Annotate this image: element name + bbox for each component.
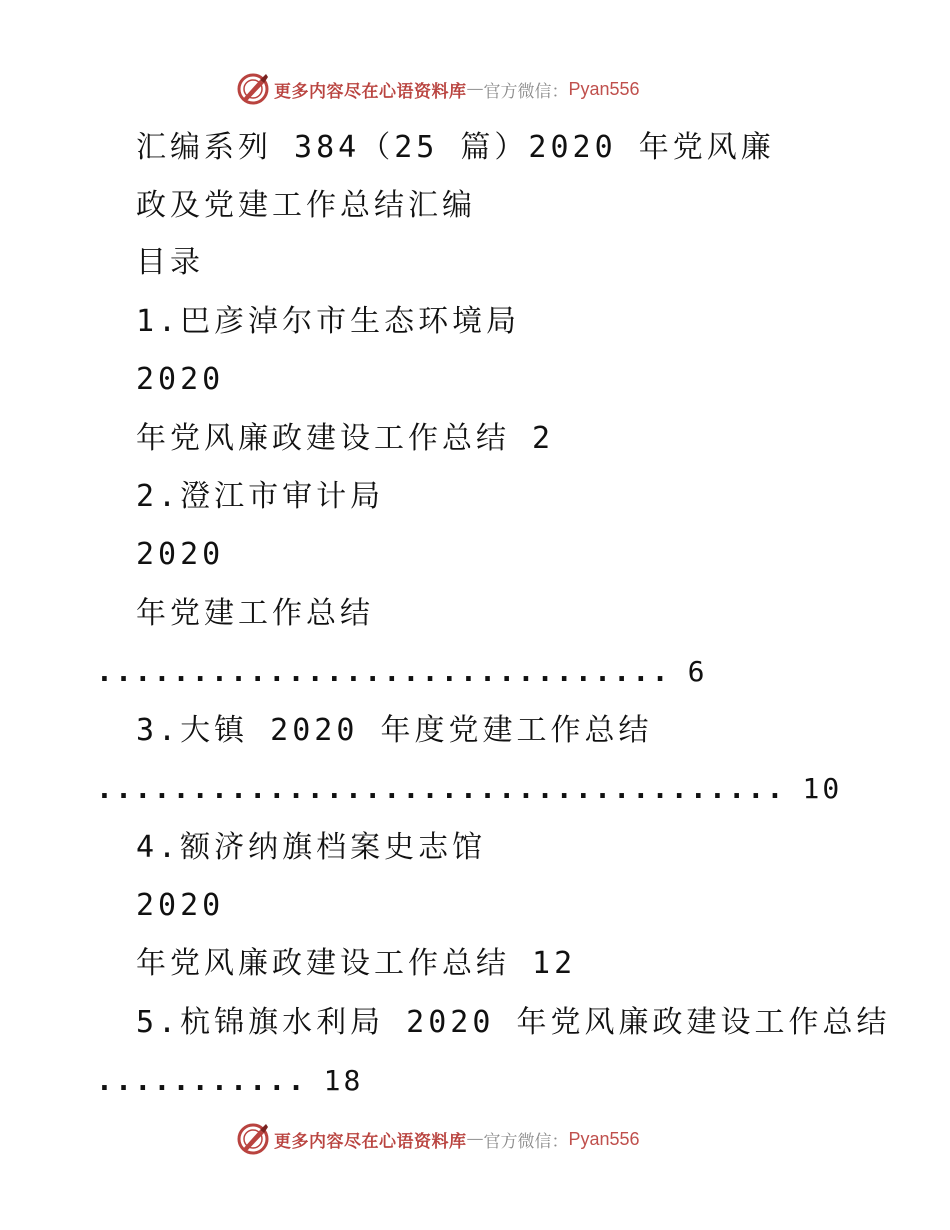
toc-entry-5-title: 5.杭锦旗水利局 2020 年党风廉政建设工作总结 — [136, 1005, 891, 1040]
banner-slogan: 更多内容尽在心语资料库 — [274, 81, 467, 102]
toc-entry-3-title: 3.大镇 2020 年度党建工作总结 — [136, 713, 653, 748]
document-title-line-2: 政及党建工作总结汇编 — [136, 188, 476, 223]
footer-banner — [236, 1122, 716, 1156]
toc-entry-3-page: 10 — [802, 772, 843, 805]
toc-entry-4-year: 2020 — [136, 888, 225, 923]
toc-entry-4-name: 4.额济纳旗档案史志馆 — [136, 830, 487, 865]
document-title-line-1: 汇编系列 384（25 篇）2020 年党风廉 — [136, 130, 775, 165]
toc-entry-5-page: 18 — [323, 1064, 364, 1097]
toc-entry-4-title: 年党风廉政建设工作总结 12 — [136, 946, 577, 981]
toc-entry-2-name: 2.澄江市审计局 — [136, 479, 385, 514]
banner-separator: — — [466, 1129, 484, 1149]
pen-logo-icon — [236, 72, 270, 106]
banner-wechat-label: 官方微信： — [483, 81, 569, 102]
toc-entry-1-name: 1.巴彦淖尔市生态环境局 — [136, 304, 521, 339]
toc-entry-2-page: 6 — [687, 655, 708, 688]
toc-entry-2-year: 2020 — [136, 537, 225, 572]
toc-entry-2-leader — [96, 652, 707, 692]
toc-entry-1-title: 年党风廉政建设工作总结 2 — [136, 421, 555, 456]
toc-entry-5-leader — [96, 1061, 363, 1101]
pen-logo-icon — [236, 1122, 270, 1156]
toc-entry-2-title: 年党建工作总结 — [136, 596, 374, 631]
banner-wechat-id: Pyan556 — [568, 78, 640, 99]
toc-entry-2-dots: .............................. — [96, 655, 671, 688]
header-banner — [236, 72, 716, 106]
toc-entry-3-leader — [96, 769, 842, 809]
banner-separator: — — [466, 79, 484, 99]
toc-heading: 目录 — [136, 245, 204, 280]
toc-entry-1-year: 2020 — [136, 362, 225, 397]
toc-entry-5-dots: ........... — [96, 1064, 307, 1097]
banner-slogan: 更多内容尽在心语资料库 — [274, 1131, 467, 1152]
banner-wechat-id: Pyan556 — [568, 1128, 640, 1149]
toc-entry-3-dots: .................................... — [96, 772, 786, 805]
banner-wechat-label: 官方微信： — [483, 1131, 569, 1152]
